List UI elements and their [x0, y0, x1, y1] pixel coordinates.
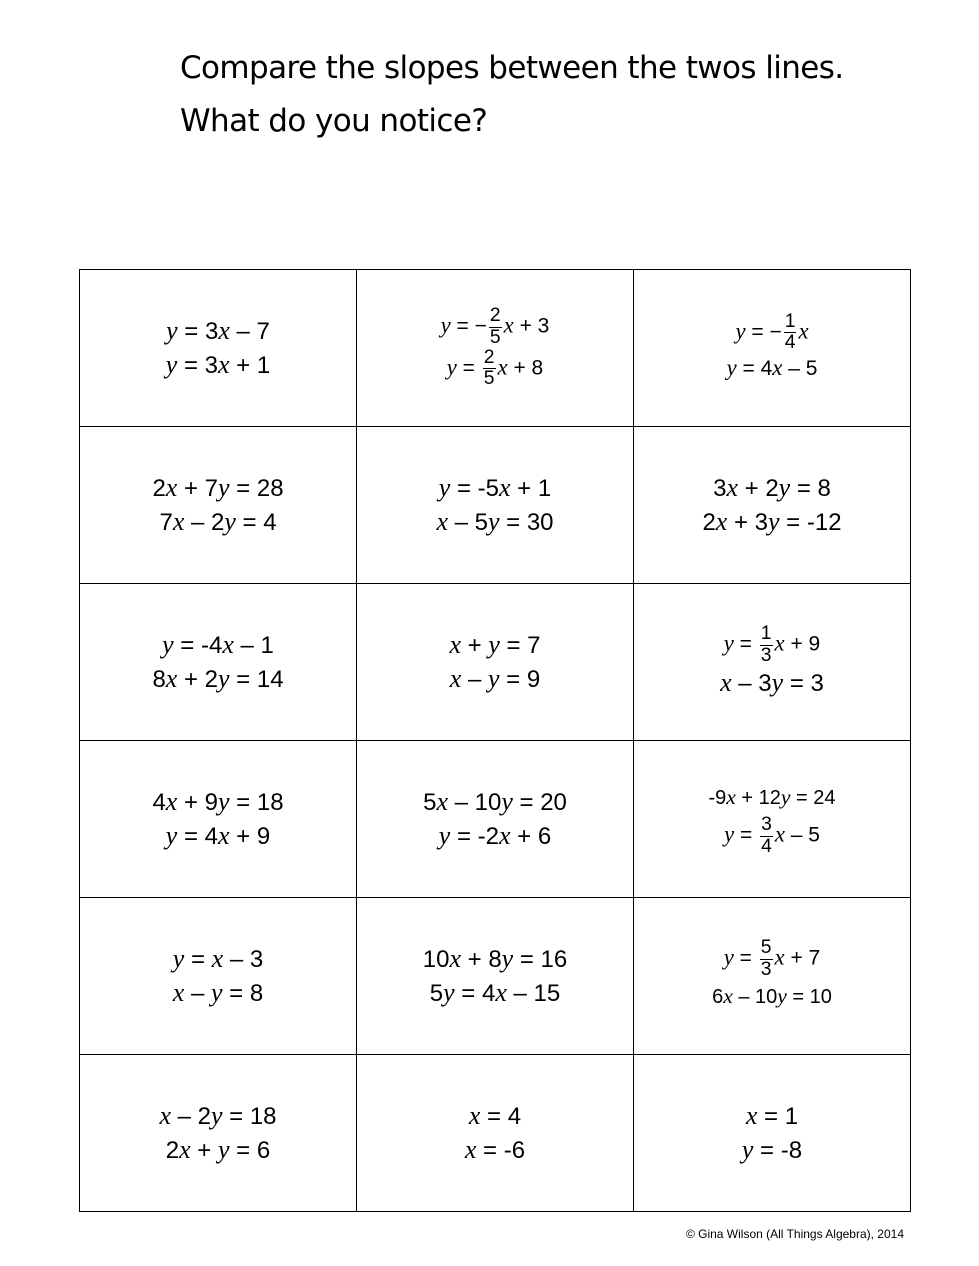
equation: y = -5x + 1 — [438, 473, 552, 502]
grid-cell — [634, 1055, 911, 1212]
equation: 5x – 10y = 20 — [423, 787, 567, 816]
equation: 2x + 3y = -12 — [702, 507, 842, 536]
grid-cell — [80, 427, 357, 584]
equation: x – y = 8 — [172, 978, 264, 1007]
equation: y = $\frac{1}{3}$ x + 9 — [723, 623, 821, 666]
grid-cell — [357, 584, 634, 741]
equation: x = -6 — [464, 1135, 526, 1164]
equation: 8x + 2y = 14 — [152, 664, 284, 693]
equation: 3x + 2y = 8 — [713, 473, 831, 502]
grid-cell — [634, 584, 911, 741]
equation: y = − $\frac{2}{5}$ x + 3 — [440, 305, 550, 348]
fraction: $\frac{5}{3}$ — [760, 937, 772, 980]
grid-row — [80, 584, 911, 741]
grid-row — [80, 1055, 911, 1212]
equation: y = $\frac{2}{5}$ x + 8 — [446, 347, 544, 390]
equation-grid — [79, 269, 911, 1212]
grid-cell — [357, 427, 634, 584]
equation: x – 3y = 3 — [720, 667, 824, 697]
grid-cell — [357, 741, 634, 898]
grid-row — [80, 898, 911, 1055]
equation: y = -2x + 6 — [438, 821, 552, 850]
grid-row — [80, 427, 911, 584]
equation: -9x + 12y = 24 — [708, 785, 836, 810]
equation: y = 3x + 1 — [165, 350, 271, 379]
copyright-notice: © Gina Wilson (All Things Algebra), 2014 — [685, 1227, 904, 1241]
equation: 4x + 9y = 18 — [152, 787, 284, 816]
grid-cell — [80, 270, 357, 427]
grid-cell — [80, 1055, 357, 1212]
grid-cell — [634, 427, 911, 584]
fraction: $\frac{1}{4}$ — [784, 310, 796, 353]
equation: x – 5y = 30 — [436, 507, 554, 536]
equation: x – y = 9 — [449, 664, 541, 693]
equation: 7x – 2y = 4 — [159, 507, 277, 536]
equation: y = $\frac{5}{3}$ x + 7 — [723, 937, 821, 980]
equation: 2x + 7y = 28 — [152, 473, 284, 502]
fraction: $\frac{2}{5}$ — [489, 305, 501, 348]
fraction: $\frac{2}{5}$ — [483, 347, 495, 390]
grid-cell — [357, 270, 634, 427]
equation: y = x – 3 — [172, 944, 264, 973]
fraction: $\frac{1}{3}$ — [760, 623, 772, 666]
equation: y = 4x – 5 — [726, 355, 818, 381]
equation: x – 2y = 18 — [159, 1101, 277, 1130]
grid-cell — [357, 1055, 634, 1212]
equation: 5y = 4x – 15 — [429, 978, 561, 1007]
equation: y = 3x – 7 — [166, 316, 270, 345]
equation: 10x + 8y = 16 — [422, 944, 568, 973]
grid-cell — [634, 741, 911, 898]
equation: x = 1 — [745, 1101, 799, 1130]
grid-row — [80, 741, 911, 898]
prompt-line-2: What do you notice? — [180, 103, 488, 139]
grid-cell — [80, 741, 357, 898]
equation: y = -4x – 1 — [162, 630, 274, 659]
grid-cell — [634, 270, 911, 427]
fraction: $\frac{3}{4}$ — [761, 814, 772, 857]
equation: 2x + y = 6 — [165, 1135, 271, 1164]
grid-cell — [80, 584, 357, 741]
equation: y = -8 — [741, 1135, 803, 1164]
grid-cell — [357, 898, 634, 1055]
equation: x + y = 7 — [449, 630, 541, 659]
prompt-line-1: Compare the slopes between the twos lines. — [180, 50, 844, 86]
equation: 6x – 10y = 10 — [712, 983, 832, 1008]
grid-cell — [80, 898, 357, 1055]
equation: y = $\frac{3}{4}$ x – 5 — [724, 814, 820, 857]
equation: y = − $\frac{1}{4}$ x — [735, 310, 809, 353]
equation: y = 4x + 9 — [165, 821, 271, 850]
equation: x = 4 — [468, 1101, 522, 1130]
grid-cell — [634, 898, 911, 1055]
grid-row — [80, 270, 911, 427]
